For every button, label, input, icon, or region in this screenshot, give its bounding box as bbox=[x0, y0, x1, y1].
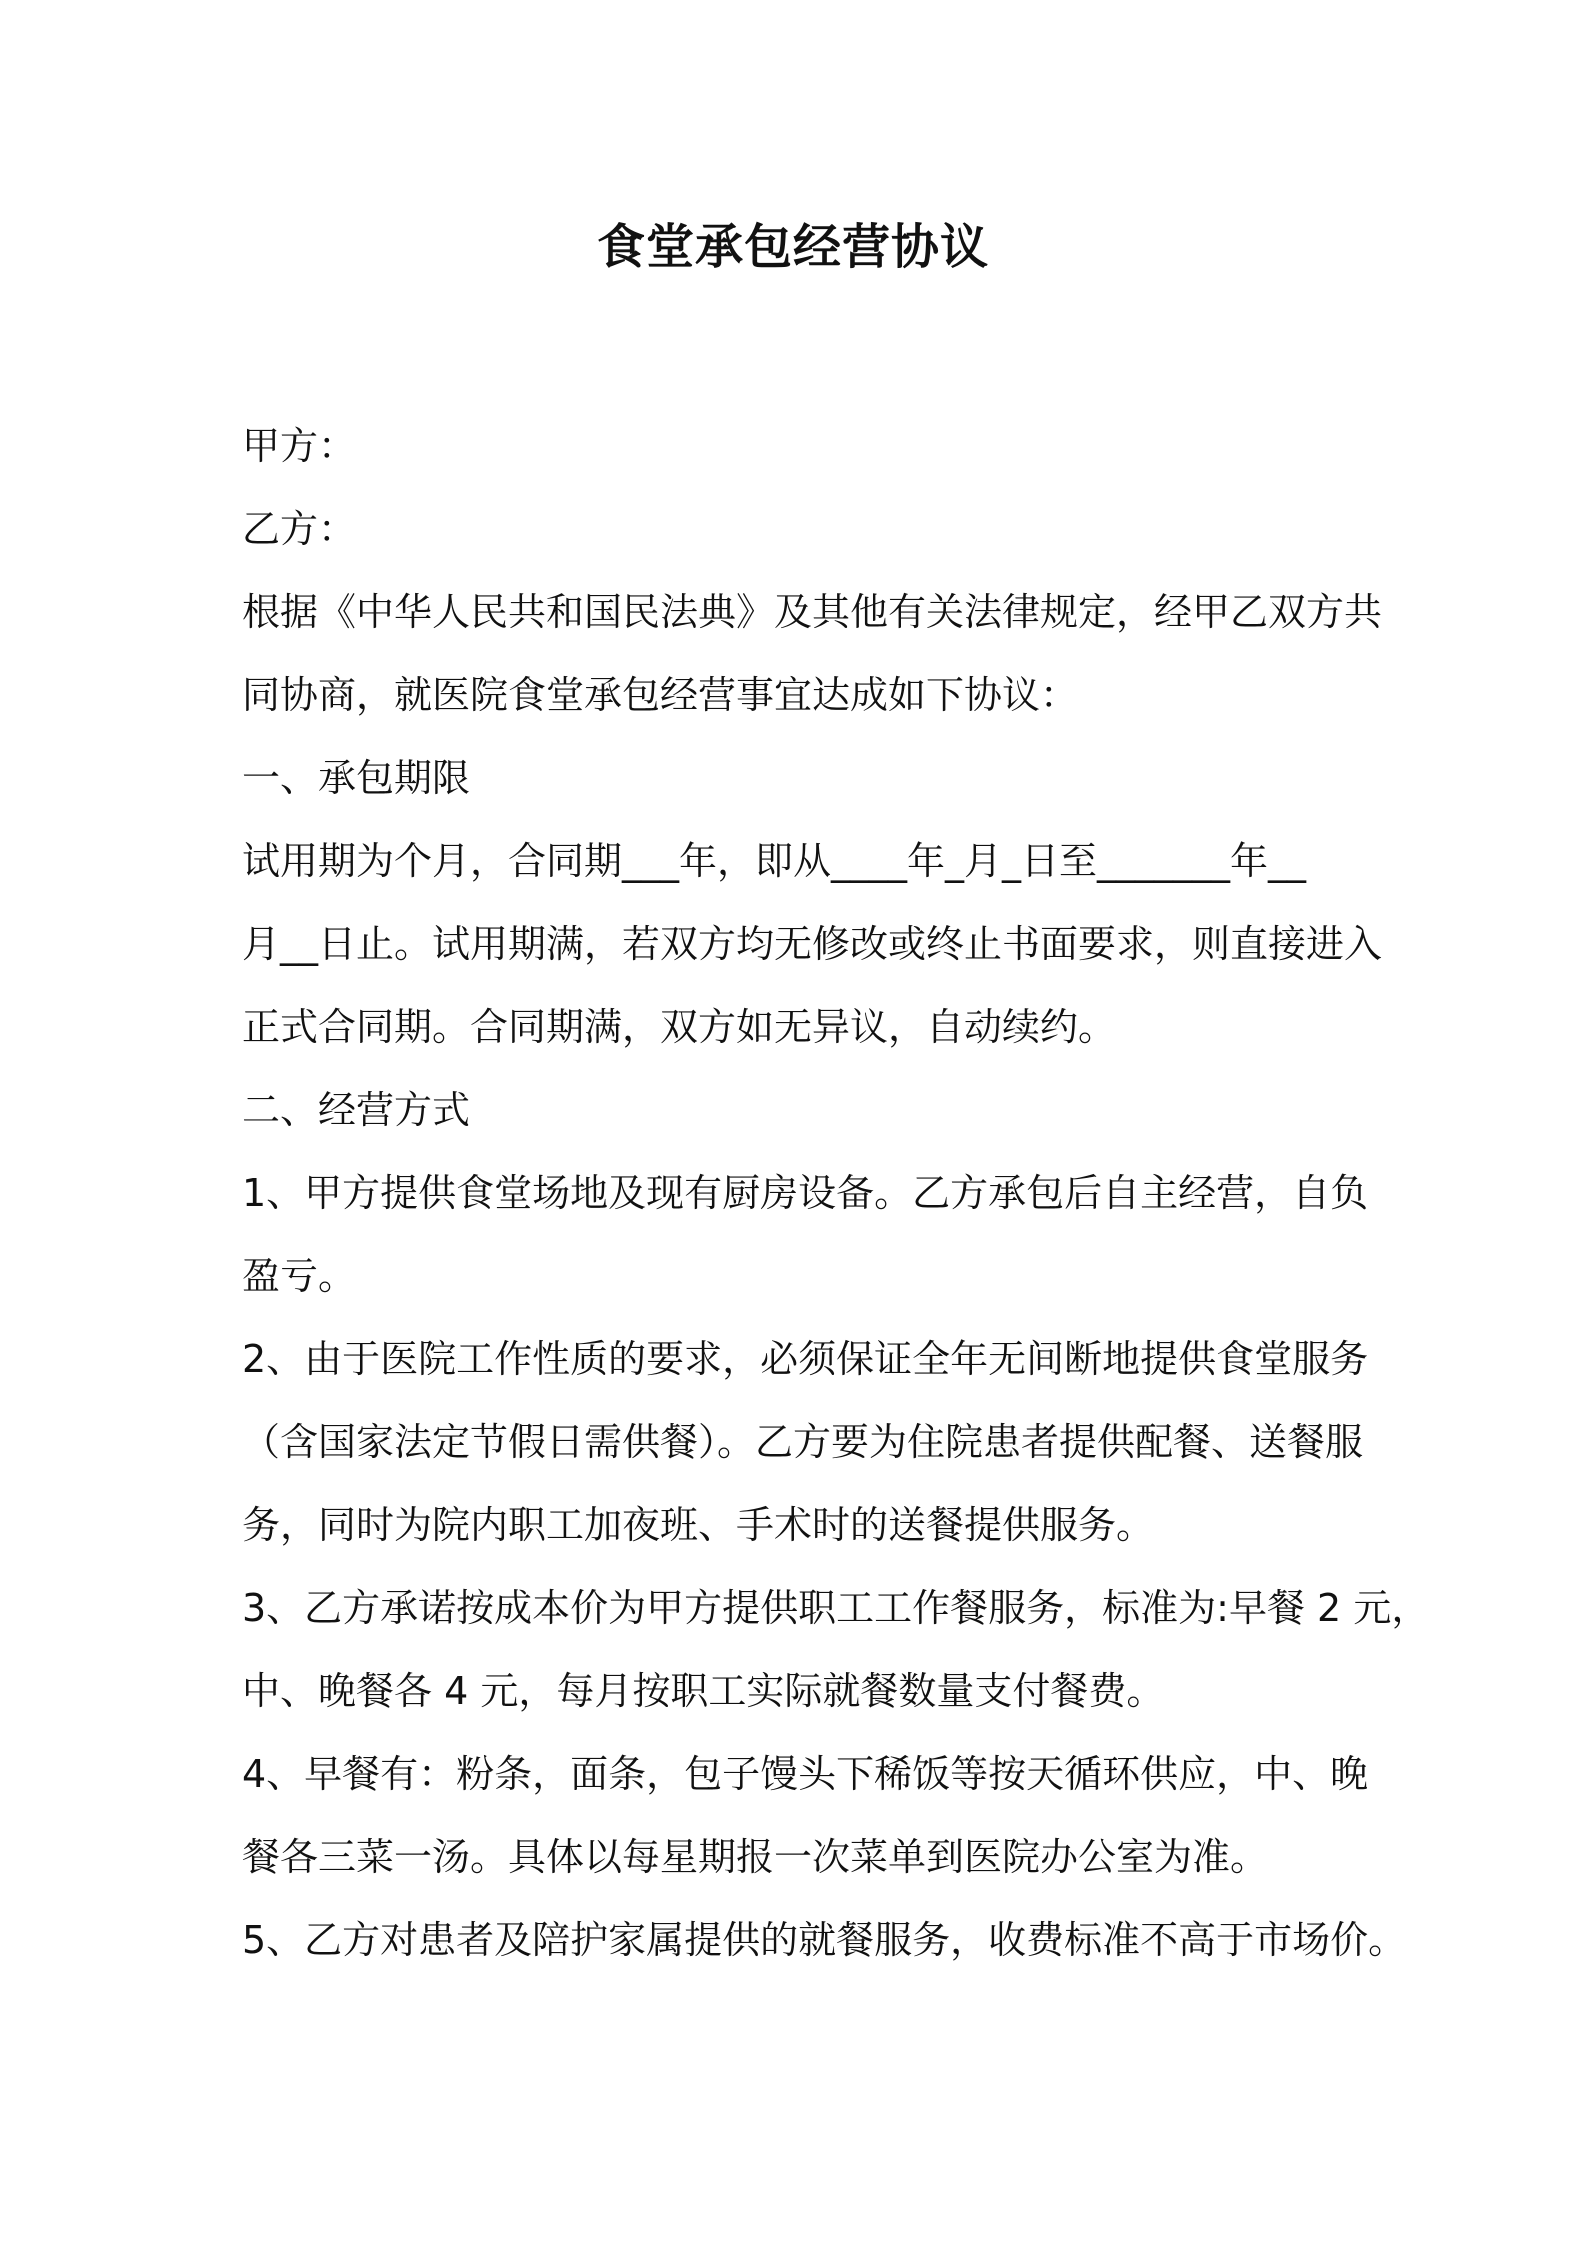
text-line: 正式合同期。合同期满，双方如无异议，自动续约。 bbox=[242, 1005, 1117, 1049]
text-line: 二、经营方式 bbox=[242, 1088, 471, 1132]
text-line: 一、承包期限 bbox=[242, 756, 471, 800]
text-line: （含国家法定节假日需供餐）。乙方要为住院患者提供配餐、送餐服 bbox=[242, 1420, 1364, 1464]
party-a-line bbox=[242, 405, 1362, 488]
text-line: 乙方： bbox=[242, 507, 357, 551]
text-line: 甲方： bbox=[242, 424, 357, 468]
text-line: 同协商，就医院食堂承包经营事宜达成如下协议： bbox=[242, 673, 1079, 717]
text-line: 4、早餐有：粉条，面条，包子馒头下稀饭等按天循环供应，中、晚 bbox=[242, 1752, 1369, 1796]
party-b-line bbox=[242, 488, 1362, 571]
section-heading-term bbox=[242, 737, 1362, 820]
text-line: 餐各三菜一汤。具体以每星期报一次菜单到医院办公室为准。 bbox=[242, 1835, 1269, 1879]
clause-3 bbox=[242, 1567, 1430, 1733]
document-body bbox=[242, 405, 1430, 1982]
text-line: 3、乙方承诺按成本价为甲方提供职工工作餐服务，标准为:早餐 2 元， bbox=[242, 1586, 1430, 1630]
text-line: 中、晚餐各 4 元，每月按职工实际就餐数量支付餐费。 bbox=[242, 1669, 1165, 1713]
text-line: 务，同时为院内职工加夜班、手术时的送餐提供服务。 bbox=[242, 1503, 1155, 1547]
section-heading-operation bbox=[242, 1069, 1362, 1152]
text-line: 2、由于医院工作性质的要求，必须保证全年无间断地提供食堂服务 bbox=[242, 1337, 1369, 1381]
preamble-paragraph bbox=[242, 571, 1383, 737]
text-line: 根据《中华人民共和国民法典》及其他有关法律规定，经甲乙双方共 bbox=[242, 590, 1383, 634]
text-line: 1、甲方提供食堂场地及现有厨房设备。乙方承包后自主经营，自负 bbox=[242, 1171, 1369, 1215]
term-paragraph bbox=[242, 820, 1383, 1069]
document-title: 食堂承包经营协议 bbox=[596, 219, 989, 275]
text-line: 5、乙方对患者及陪护家属提供的就餐服务，收费标准不高于市场价。 bbox=[242, 1918, 1407, 1962]
clause-1 bbox=[242, 1152, 1369, 1318]
text-line: 月__日止。试用期满，若双方均无修改或终止书面要求，则直接进入 bbox=[242, 922, 1383, 966]
text-line: 试用期为个月，合同期___年，即从____年_月_日至_______年__ bbox=[242, 839, 1307, 883]
clause-2 bbox=[242, 1318, 1369, 1567]
clause-5 bbox=[242, 1899, 1407, 1982]
text-line: 盈亏。 bbox=[242, 1254, 357, 1298]
clause-4 bbox=[242, 1733, 1369, 1899]
